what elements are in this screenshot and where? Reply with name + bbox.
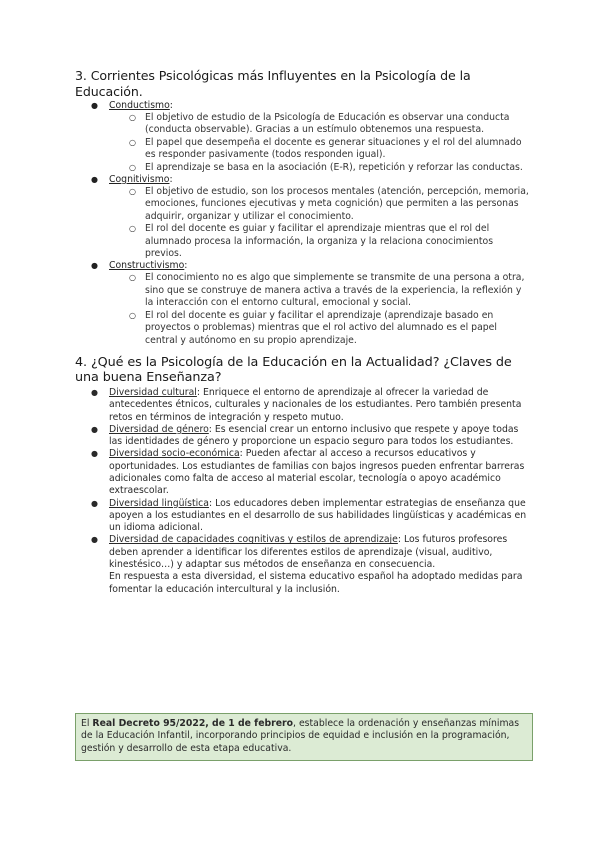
term-text: : Enriquece el entorno de aprendizaje al ofrecer la variedad de antecedentes étnicos, culturales y nacionales de los estudiantes. Pero también presenta retos en términos de integración y respeto mutuo. — [109, 386, 522, 423]
list-item — [109, 272, 531, 309]
real-decreto-callout — [75, 713, 533, 761]
circle-bullet-icon: ○ — [129, 310, 136, 320]
heading-constructivismo: Constructivismo — [109, 260, 185, 272]
callout-prefix: El — [81, 718, 93, 729]
point-text: El aprendizaje se basa en la asociación (E-R), repetición y reforzar las conductas. — [145, 161, 523, 173]
point-text: El rol del docente es guiar y facilitar el aprendizaje (aprendizaje basado en proyectos o problemas) mientras que el rol activo del alumnado es el papel central y autónomo en su propio aprendizaje. — [145, 309, 497, 346]
term-label: Diversidad cultural — [109, 386, 197, 398]
list-item-conductismo — [75, 100, 531, 174]
term-text: : Es esencial crear un entorno inclusivo que respete y apoye todas las identidades de género y proporcione un espacio seguro para todos los estudiantes. — [109, 423, 519, 448]
point-text: El objetivo de estudio, son los procesos mentales (atención, percepción, memoria, emociones, funciones ejecutivas y meta cognición) que permiten a las personas adquirir, organizar y utilizar el conocimiento. — [145, 186, 529, 222]
bullet-icon: ● — [91, 498, 98, 508]
bullet-icon: ● — [91, 387, 98, 397]
circle-bullet-icon: ○ — [129, 273, 136, 283]
list-item — [109, 223, 531, 260]
list-item-cognitivismo — [75, 174, 531, 260]
term-text: : Pueden afectar al acceso a recursos educativos y oportunidades. Los estudiantes de familias con bajos ingresos pueden enfrentar barreras adicionales como falta de acceso al material escolar, tecnología o apoyo académico extraescolar. — [109, 448, 525, 497]
label-colon: : — [169, 100, 173, 111]
term-label: Diversidad de capacidades cognitivas y estilos de aprendizaje — [109, 534, 398, 546]
bullet-icon: ● — [91, 424, 98, 434]
label-colon: : — [184, 260, 188, 272]
list-item-diversidad-cultural — [75, 387, 531, 424]
list-item-constructivismo — [75, 260, 531, 346]
list-item — [109, 112, 531, 137]
document-page — [75, 68, 531, 596]
heading-cognitivismo: Cognitivismo — [109, 174, 170, 186]
section-3-title: 3. Corrientes Psicológicas más Influyentes en la Psicología de la Educación. — [75, 68, 471, 99]
list-item — [109, 310, 531, 347]
term-label: Diversidad socio-económica — [109, 448, 240, 460]
term-text: : Los futuros profesores deben aprender a identificar los diferentes estilos de aprendizaje (visual, auditivo, kinestésico…) y adaptar sus métodos de enseñanza en consecuencia. — [109, 534, 508, 571]
heading-conductismo: Conductismo — [109, 100, 170, 111]
sublist-constructivismo — [109, 272, 531, 346]
section-3 — [75, 68, 531, 347]
section-4 — [75, 355, 531, 596]
bullet-icon: ● — [91, 449, 98, 459]
circle-bullet-icon: ○ — [129, 187, 136, 197]
list-item-diversidad-linguistica — [75, 498, 531, 535]
list-item-diversidad-capacidades — [75, 534, 531, 595]
sublist-conductismo — [109, 112, 531, 174]
callout-decree-name: Real Decreto 95/2022, de 1 de febrero — [92, 718, 294, 729]
list-item — [109, 186, 531, 223]
bullet-icon: ● — [91, 261, 98, 271]
list-item-diversidad-socioeconomica — [75, 448, 531, 497]
sublist-cognitivismo — [109, 186, 531, 260]
list-item — [109, 137, 531, 162]
label-colon: : — [169, 174, 173, 186]
point-text: El objetivo de estudio de la Psicología de Educación es observar una conducta (conducta observable). Gracias a un estímulo obtenemos una respuesta. — [145, 112, 510, 136]
section-3-list — [75, 100, 531, 347]
point-text: El conocimiento no es algo que simplemente se transmite de una persona a otra, sino que se construye de manera activa a través de la experiencia, la reflexión y la interacción con el entorno cultural, emocional y social. — [145, 272, 525, 309]
term-label: Diversidad lingüística — [109, 497, 209, 509]
section-4-list — [75, 387, 531, 596]
circle-bullet-icon: ○ — [129, 224, 136, 234]
circle-bullet-icon: ○ — [129, 113, 136, 122]
section-4-title: 4. ¿Qué es la Psicología de la Educación en la Actualidad? ¿Claves de una buena Enseñanza? — [75, 354, 512, 386]
bullet-icon: ● — [91, 175, 98, 185]
list-item-diversidad-genero — [75, 424, 531, 449]
diversity-note: En respuesta a esta diversidad, el sistema educativo español ha adoptado medidas para fomentar la educación intercultural y la inclusión. — [109, 571, 523, 595]
term-label: Diversidad de género — [109, 423, 209, 435]
bullet-icon: ● — [91, 535, 98, 545]
list-item — [109, 162, 531, 174]
point-text: El papel que desempeña el docente es generar situaciones y el rol del alumnado es responder pasivamente (todos responden igual). — [145, 136, 522, 161]
term-text: : Los educadores deben implementar estrategias de enseñanza que apoyen a los estudiantes en el desarrollo de sus habilidades lingüísticas y académicas en un idioma adicional. — [109, 497, 527, 534]
point-text: El rol del docente es guiar y facilitar el aprendizaje mientras que el rol del alumnado procesa la información, la organiza y la relaciona conocimientos previos. — [145, 223, 494, 260]
callout-text: , establece la ordenación y enseñanzas mínimas de la Educación Infantil, incorporando principios de equidad e inclusión en la programación, gestión y desarrollo de esta etapa educativa. — [81, 718, 520, 754]
circle-bullet-icon: ○ — [129, 162, 136, 172]
circle-bullet-icon: ○ — [129, 137, 136, 147]
bullet-icon: ● — [91, 101, 98, 110]
